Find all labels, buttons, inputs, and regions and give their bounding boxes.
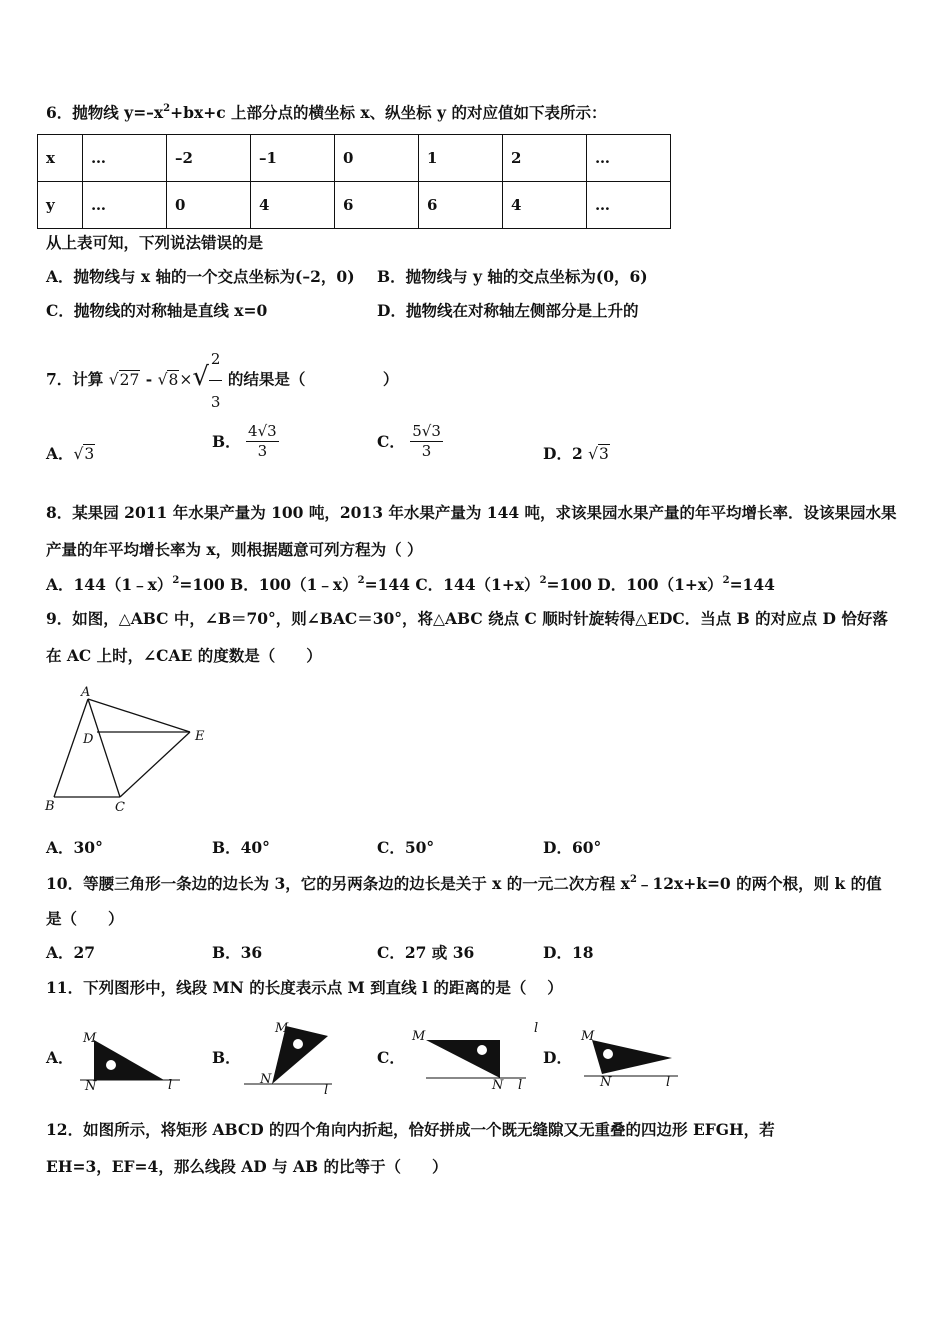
table-cell: … [83,182,167,229]
segment-ab [54,699,88,797]
table-cell: y [38,182,83,229]
q8-option-d[interactable]: D．$100(1+x)^2=144$ [597,575,775,594]
table-cell: … [587,182,671,229]
q10-line1: 10．等腰三角形一条边的边长为 3，它的另两条边的边长是关于 x 的一元二次方程 $x^2﹣12x+k=0$ 的两个根，则 k 的值 [46,874,882,893]
label-e: E [195,729,205,744]
sqrt-8: √8 [157,370,179,389]
ruler-hole [106,1060,116,1070]
triangle-ruler [426,1040,500,1078]
q9-option-b[interactable]: B．40° [212,838,270,857]
q6-stem: 6．抛物线 $y=-x^2+bx+c$ 上部分点的横坐标 x、纵坐标 y 的对应值如下表所示： [46,103,607,122]
table-cell: 6 [419,182,503,229]
q8-option-c[interactable]: C．$144(1+x)^2=100$ [415,575,592,594]
table-cell: 4 [251,182,335,229]
table-cell: –2 [167,135,251,182]
svg-text:N: N [600,1075,612,1090]
ruler-hole [477,1045,487,1055]
table-row [38,182,671,229]
q9-option-c[interactable]: C．50° [377,838,435,857]
triangle-ruler [94,1040,164,1080]
table-cell: –1 [251,135,335,182]
svg-text:M: M [412,1029,426,1044]
q6-value-table [37,134,671,229]
label-a: A [81,685,91,700]
q8-line1: 8．某果园 2011 年水果产量为 100 吨，2013 年水果产量为 144 吨，求该果园水果产量的年平均增长率．设该果园水果 [46,503,897,522]
q11-stem: 11．下列图形中，线段 MN 的长度表示点 M 到直线 l 的距离的是（ ） [46,978,563,997]
q6-option-c[interactable]: C．抛物线的对称轴是直线 x=0 [46,301,268,320]
q6-prompt: 从上表可知，下列说法错误的是 [46,233,264,252]
q8-option-a[interactable]: A．144（1﹣x）$^2$=100 [46,575,225,594]
table-cell: … [83,135,167,182]
q9-option-d[interactable]: D．60° [543,838,602,857]
table-cell: 2 [503,135,587,182]
segment-ac [88,699,120,797]
q7-option-a[interactable]: A．√3 [46,444,95,463]
svg-text:l: l [534,1021,539,1036]
table-cell: 6 [335,182,419,229]
q8-options [46,576,775,593]
table-cell: 0 [167,182,251,229]
table-cell: 0 [335,135,419,182]
q7-option-d[interactable]: D．2 √3 [543,444,609,463]
q11-figure-a[interactable] [80,1030,180,1094]
q11-option-a-label[interactable]: A． [46,1048,74,1067]
q7-option-c[interactable]: C． $\frac{5√3}{3}$ [377,422,441,460]
q11-figure-d[interactable] [574,1030,684,1090]
segment-ae [88,699,190,732]
q7-option-b[interactable]: B． $\frac{4√3}{3}$ [212,422,277,460]
table-cell: … [587,135,671,182]
q11-figure-c[interactable] [408,1021,539,1093]
q10-option-b[interactable]: B．36 [212,943,263,962]
svg-text:M: M [581,1029,595,1044]
q12-line2: EH=3，EF=4，那么线段 AD 与 AB 的比等于（ ） [46,1157,448,1176]
q10-option-c[interactable]: C．27 或 36 [377,943,475,962]
q7-stem: 7．计算 √27 - √8×√ $\frac{2}{3}$ 的结果是（ ） [46,340,398,421]
ruler-hole [603,1049,613,1059]
svg-text:l: l [324,1083,329,1098]
svg-text:M: M [83,1031,97,1046]
table-cell: x [38,135,83,182]
q10-option-a[interactable]: A．27 [46,943,96,962]
svg-text:l: l [168,1078,173,1093]
table-cell: 1 [419,135,503,182]
q11-figure-b[interactable] [242,1021,342,1098]
q11-option-d-label[interactable]: D． [543,1048,572,1067]
label-b: B [45,799,55,814]
q8-option-b[interactable]: B．100（1﹣x）$^2$=144 [230,575,410,594]
q9-option-a[interactable]: A．30° [46,838,103,857]
q12-line1: 12．如图所示，将矩形 ABCD 的四个角向内折起，恰好拼成一个既无缝隙又无重叠的四边形 EFGH，若 [46,1120,775,1139]
q10-option-d[interactable]: D．18 [543,943,594,962]
q8-line2: 产量的年平均增长率为 x，则根据题意可列方程为（ ） [46,540,423,559]
q9-line2: 在 AC 上时，∠CAE 的度数是（ ） [46,646,322,665]
label-c: C [115,800,125,815]
svg-text:N: N [85,1079,97,1094]
svg-text:N: N [260,1072,272,1087]
svg-text:M: M [275,1021,289,1036]
q11-option-b-label[interactable]: B． [212,1048,241,1067]
label-d: D [83,732,94,747]
ruler-hole [293,1039,303,1049]
q6-option-d[interactable]: D．抛物线在对称轴左侧部分是上升的 [377,301,639,320]
q9-triangle-figure [40,685,220,815]
q10-line2: 是（ ） [46,909,124,928]
q11-option-c-label[interactable]: C． [377,1048,405,1067]
svg-text:l: l [666,1075,671,1090]
svg-text:N: N [492,1078,504,1093]
sqrt-fraction: √ $\frac{2}{3}$ [192,371,222,389]
table-row [38,135,671,182]
svg-text:l: l [518,1078,523,1093]
q9-line1: 9．如图，△ABC 中，∠B＝70°，则∠BAC＝30°，将△ABC 绕点 C 顺时针旋转得△EDC．当点 B 的对应点 D 恰好落 [46,609,888,628]
sqrt-27: √27 [108,370,140,389]
table-cell: 4 [503,182,587,229]
segment-ce [120,732,190,797]
q6-option-b[interactable]: B．抛物线与 y 轴的交点坐标为(0，6) [377,267,648,286]
q6-option-a[interactable]: A．抛物线与 x 轴的一个交点坐标为(–2，0) [46,267,355,286]
